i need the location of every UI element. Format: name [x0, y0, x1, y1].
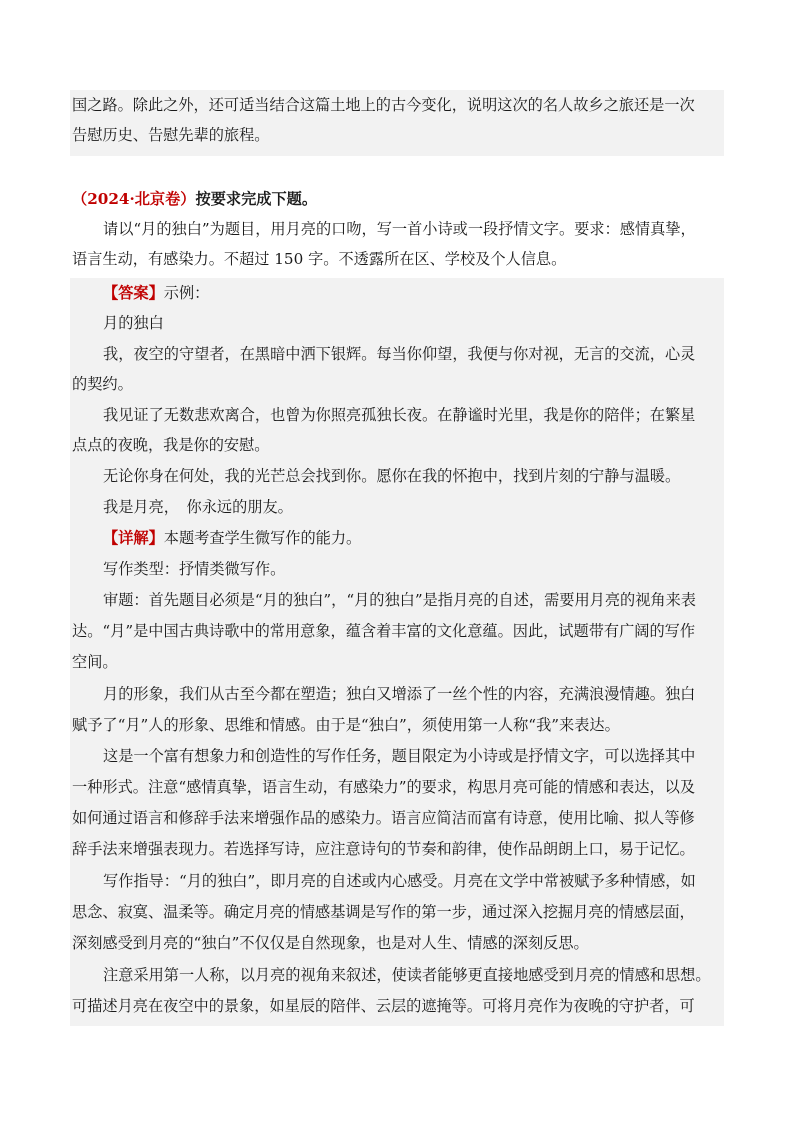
poem-title: 月的独白 — [103, 314, 164, 332]
task-line-1: 这是一个富有想象力和创造性的写作任务，题目限定为小诗或是抒情文字，可以选择其中 — [103, 747, 696, 765]
task-line-4: 辞手法来增强表现力。若选择写诗，应注意诗句的节奏和韵律，使作品朗朗上口，易于记忆。 — [72, 840, 695, 858]
answer-p1-line-2: 的契约。 — [72, 375, 133, 393]
task-line-3: 如何通过语言和修辞手法来增强作品的感染力。语言应简洁而富有诗意，使用比喻、拟人等修 — [72, 809, 695, 827]
answer-p2-line-2: 点点的夜晚，我是你的安慰。 — [72, 436, 270, 454]
question-title: 按要求完成下题。 — [195, 190, 317, 208]
person-line-1: 注意采用第一人称，以月亮的视角来叙述，使读者能够更直接地感受到月亮的情感和思想。 — [103, 966, 711, 984]
analysis-type: 写作类型：抒情类微写作。 — [103, 560, 286, 578]
analysis-intro: 本题考查学生微写作的能力。 — [163, 529, 362, 547]
guide-line-2: 思念、寂寞、温柔等。确定月亮的情感基调是写作的第一步，通过深入挖掘月亮的情感层面， — [72, 903, 695, 921]
guide-line-3: 深刻感受到月亮的“独白”不仅仅是自然现象，也是对人生、情感的深刻反思。 — [72, 934, 589, 952]
task-line-2: 一种形式。注意“感情真挚，语言生动，有感染力”的要求，构思月亮可能的情感和表达，以及 — [72, 778, 696, 796]
answer-p1-line-1: 我，夜空的守望者，在黑暗中洒下银辉。每当你仰望，我便与你对视，无言的交流，心灵 — [103, 345, 696, 363]
guide-line-1: 写作指导：“月的独白”，即月亮的自述或内心感受。月亮在文学中常被赋予多种情感，如 — [103, 872, 696, 890]
person-line-2: 可描述月亮在夜空中的景象，如星辰的陪伴、云层的遮掩等。可将月亮作为夜晚的守护者，可 — [72, 997, 695, 1015]
analysis-heading — [103, 523, 763, 553]
question-source: （2024·北京卷） — [72, 190, 196, 208]
review-line-2: 达。“月”是中国古典诗歌中的常用意象，蕴含着丰富的文化意蕴。因此，试题带有广阔的写作 — [72, 622, 696, 640]
image-line-2: 赋予了“月”人的形象、思维和情感。由于是“独白”，须使用第一人称“我”来表达。 — [72, 716, 620, 734]
answer-p2-line-1: 我见证了无数悲欢离合，也曾为你照亮孤独长夜。在静谧时光里，我是你的陪伴；在繁星 — [103, 406, 696, 424]
question-heading — [72, 184, 732, 214]
review-line-3: 空间。 — [72, 653, 118, 671]
answer-intro: 示例： — [163, 284, 210, 302]
answer-tag: 【答案】 — [103, 284, 164, 302]
image-line-1: 月的形象，我们从古至今都在塑造；独白又增添了一丝个性的内容，充满浪漫情趣。独白 — [103, 685, 696, 703]
answer-p4: 我是月亮， 你永远的朋友。 — [103, 498, 293, 516]
question-prompt-line-1: 请以“月的独白”为题目，用月亮的口吻，写一首小诗或一段抒情文字。要求：感情真挚， — [103, 220, 696, 238]
answer-p3: 无论你身在何处，我的光芒总会找到你。愿你在我的怀抱中，找到片刻的宁静与温暖。 — [103, 467, 681, 485]
question-prompt-line-2: 语言生动，有感染力。不超过 150 字。不透露所在区、学校及个人信息。 — [72, 250, 567, 268]
prev-text-line-2: 告慰历史、告慰先辈的旅程。 — [72, 126, 270, 144]
analysis-tag: 【详解】 — [103, 529, 164, 547]
answer-heading — [103, 278, 763, 308]
review-line-1: 审题：首先题目必须是“月的独白”，“月的独白”是指月亮的自述，需要用月亮的视角来表 — [103, 591, 696, 609]
prev-text-line-1: 国之路。除此之外，还可适当结合这篇土地上的古今变化，说明这次的名人故乡之旅还是一次 — [72, 96, 695, 114]
